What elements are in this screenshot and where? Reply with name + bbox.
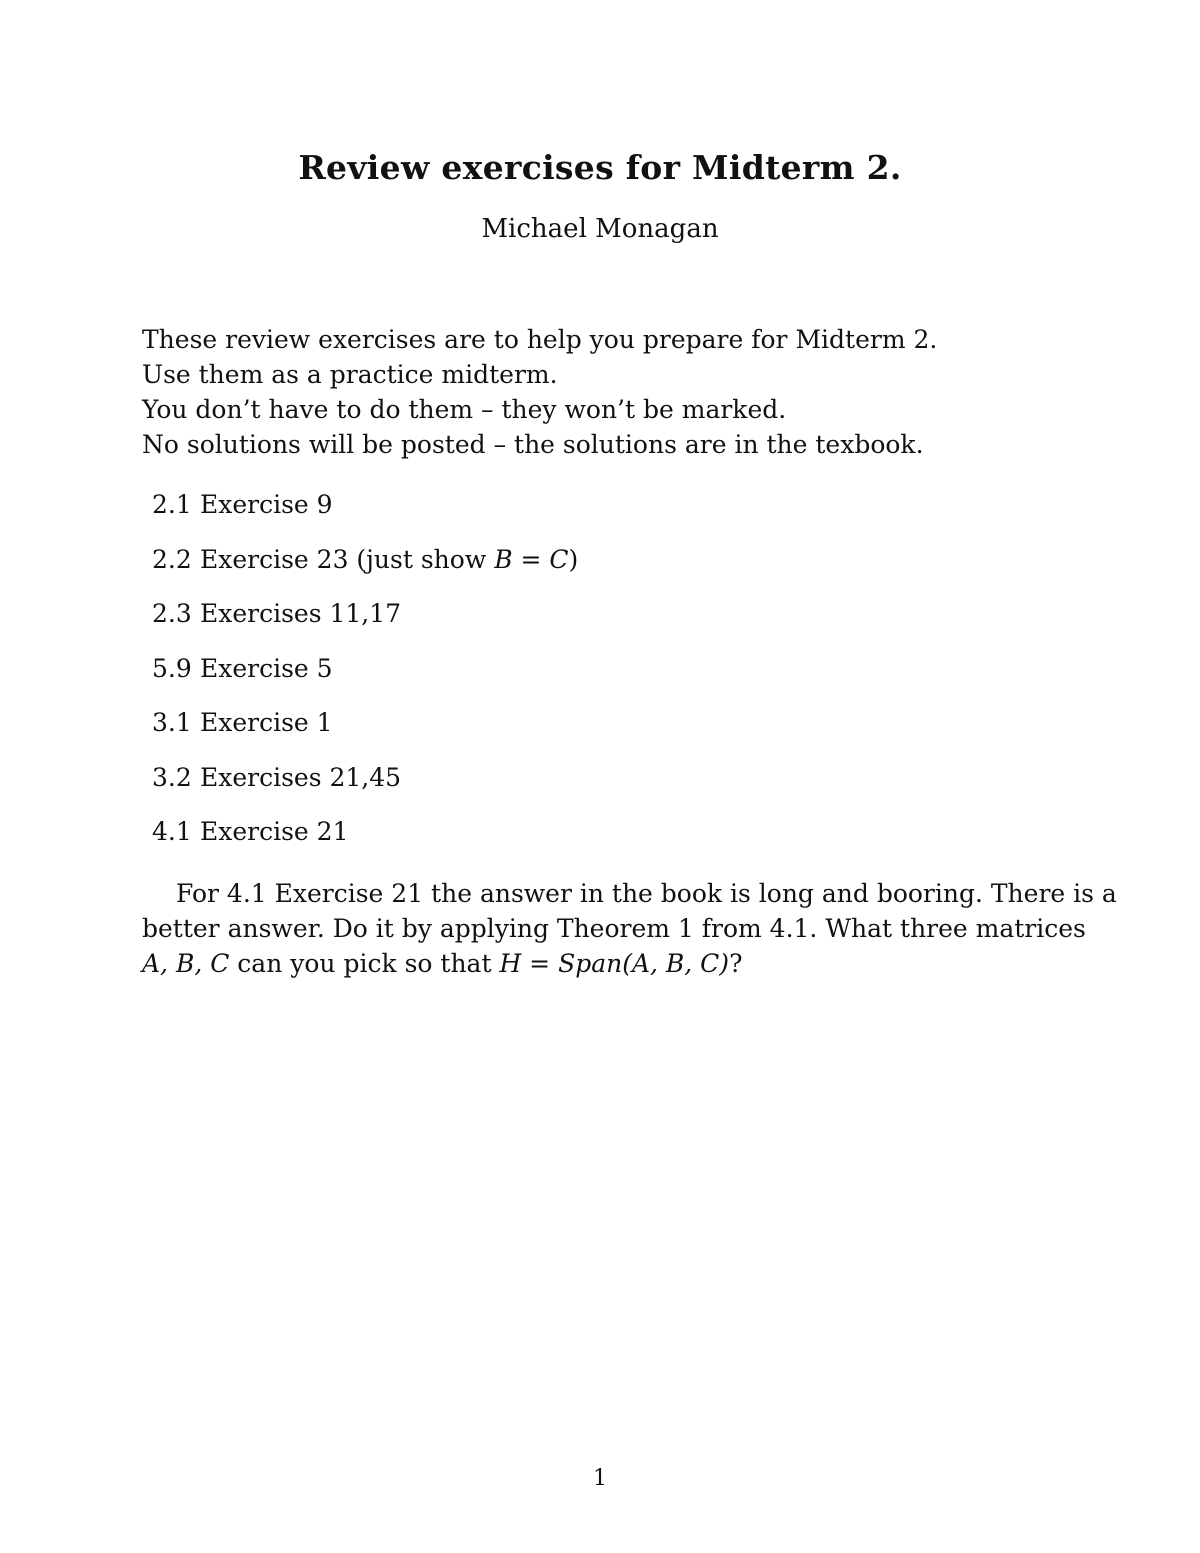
exercise-text: Exercise 9 [200,490,333,519]
section-number: 2.1 [152,490,192,519]
section-number: 2.2 [152,544,192,574]
exercise-text: Exercises 21,45 [200,762,402,792]
list-item [152,487,1052,542]
exercise-list [152,487,1052,869]
page-number: 1 [593,1466,607,1491]
section-number: 2.3 [152,599,192,628]
author-name: Michael Monagan [481,214,719,244]
paragraph-text: ? [729,949,743,978]
closing-paragraph [142,876,1117,981]
section-number: 4.1 [152,817,192,846]
math-expression: A, B, C [142,949,230,978]
paragraph-text: can you pick so that [229,949,500,978]
intro-text [142,322,1102,462]
list-item [152,542,1052,597]
section-number: 5.9 [152,653,192,683]
section-number: 3.1 [152,708,192,737]
math-expression: H = Span(A, B, C) [499,949,730,978]
paragraph-line: For 4.1 Exercise 21 the answer in the book is long and booring. There is a [176,879,1117,908]
list-item [152,760,1052,815]
paragraph-line: better answer. Do it by applying Theorem 1 from 4.1. What three matrices [142,914,1086,943]
exercise-text-suffix: ) [568,544,579,574]
list-item [152,651,1052,706]
list-item [152,814,1052,869]
list-item [152,596,1052,651]
intro-line: These review exercises are to help you prepare for Midterm 2. [142,325,938,354]
intro-line: Use them as a practice midterm. [142,360,558,389]
exercise-text: Exercise 5 [200,653,333,683]
exercise-text: Exercise 21 [200,817,349,846]
exercise-text: Exercises 11,17 [200,599,402,628]
list-item [152,705,1052,760]
paragraph-line [142,946,1072,981]
exercise-text: Exercise 23 (just show [200,544,495,574]
exercise-text: Exercise 1 [200,708,333,737]
section-number: 3.2 [152,762,192,792]
intro-line: No solutions will be posted – the solutions are in the texbook. [142,430,924,459]
intro-line: You don’t have to do them – they won’t be marked. [142,395,787,424]
math-expression: B = C [494,544,569,574]
document-title: Review exercises for Midterm 2. [298,148,902,187]
